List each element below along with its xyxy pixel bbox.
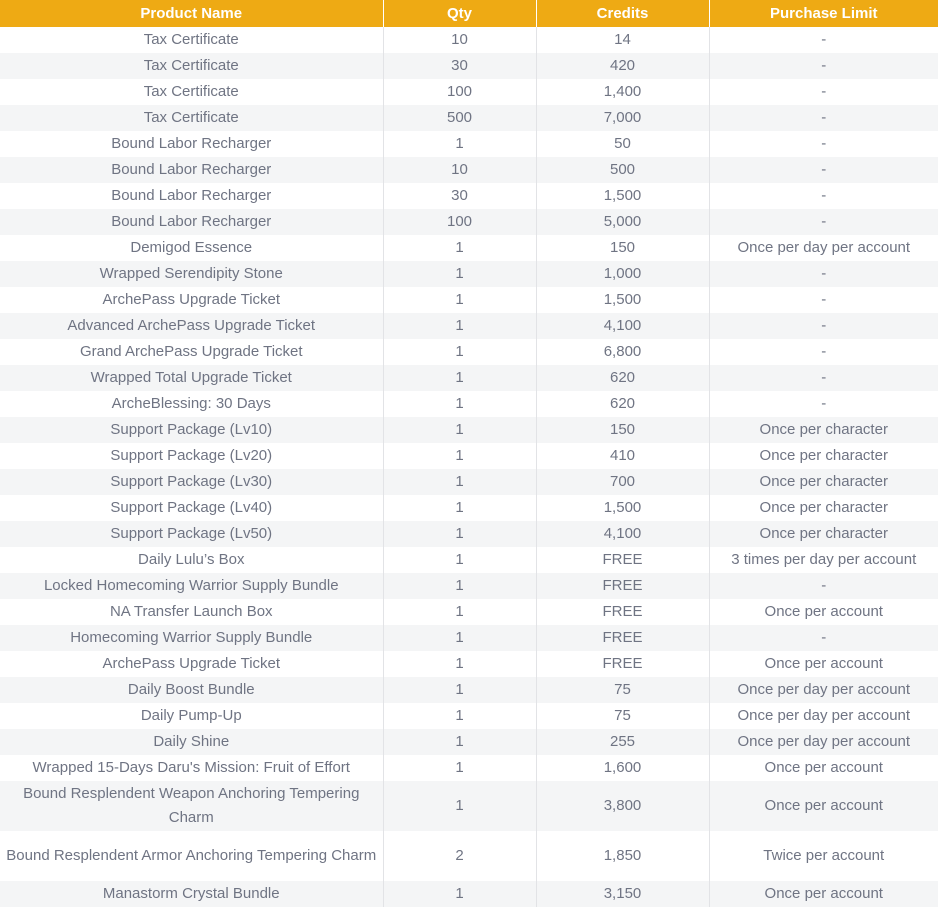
purchase-limit-cell: - bbox=[709, 105, 938, 131]
qty-cell: 1 bbox=[383, 573, 536, 599]
product-name-cell: Bound Resplendent Armor Anchoring Tempering Charm bbox=[0, 831, 383, 881]
product-name-cell: Wrapped 15-Days Daru's Mission: Fruit of Effort bbox=[0, 755, 383, 781]
header-row bbox=[0, 0, 938, 27]
qty-cell: 2 bbox=[383, 831, 536, 881]
credits-cell: 75 bbox=[536, 677, 709, 703]
credits-cell: 3,150 bbox=[536, 881, 709, 907]
credits-cell: 500 bbox=[536, 157, 709, 183]
table-row bbox=[0, 495, 938, 521]
purchase-limit-cell: Once per account bbox=[709, 781, 938, 831]
qty-cell: 1 bbox=[383, 261, 536, 287]
purchase-limit-cell: Once per character bbox=[709, 521, 938, 547]
product-name-cell: Wrapped Total Upgrade Ticket bbox=[0, 365, 383, 391]
product-name-cell: ArchePass Upgrade Ticket bbox=[0, 287, 383, 313]
purchase-limit-cell: Once per day per account bbox=[709, 703, 938, 729]
credits-cell: 1,500 bbox=[536, 183, 709, 209]
purchase-limit-cell: - bbox=[709, 183, 938, 209]
purchase-limit-cell: - bbox=[709, 339, 938, 365]
column-header-purchase-limit: Purchase Limit bbox=[709, 0, 938, 27]
product-name-cell: Grand ArchePass Upgrade Ticket bbox=[0, 339, 383, 365]
qty-cell: 1 bbox=[383, 521, 536, 547]
table-row bbox=[0, 339, 938, 365]
table-row bbox=[0, 313, 938, 339]
table-row bbox=[0, 755, 938, 781]
qty-cell: 10 bbox=[383, 27, 536, 53]
table-row bbox=[0, 881, 938, 907]
credits-cell: 410 bbox=[536, 443, 709, 469]
product-name-cell: Daily Lulu’s Box bbox=[0, 547, 383, 573]
purchase-limit-cell: - bbox=[709, 79, 938, 105]
purchase-limit-cell: - bbox=[709, 287, 938, 313]
qty-cell: 100 bbox=[383, 209, 536, 235]
product-name-cell: NA Transfer Launch Box bbox=[0, 599, 383, 625]
qty-cell: 1 bbox=[383, 287, 536, 313]
table-row bbox=[0, 417, 938, 443]
qty-cell: 1 bbox=[383, 443, 536, 469]
table-header bbox=[0, 0, 938, 27]
purchase-limit-cell: Once per account bbox=[709, 651, 938, 677]
table-row bbox=[0, 27, 938, 53]
qty-cell: 1 bbox=[383, 881, 536, 907]
table-row bbox=[0, 131, 938, 157]
credits-cell: 1,500 bbox=[536, 287, 709, 313]
qty-cell: 1 bbox=[383, 599, 536, 625]
product-name-cell: Support Package (Lv40) bbox=[0, 495, 383, 521]
table-row bbox=[0, 53, 938, 79]
purchase-limit-cell: Once per day per account bbox=[709, 677, 938, 703]
product-name-cell: Daily Shine bbox=[0, 729, 383, 755]
product-name-cell: Locked Homecoming Warrior Supply Bundle bbox=[0, 573, 383, 599]
table-row bbox=[0, 157, 938, 183]
qty-cell: 1 bbox=[383, 495, 536, 521]
table-row bbox=[0, 235, 938, 261]
table-row bbox=[0, 209, 938, 235]
qty-cell: 1 bbox=[383, 391, 536, 417]
credits-cell: 1,000 bbox=[536, 261, 709, 287]
credits-cell: 420 bbox=[536, 53, 709, 79]
qty-cell: 30 bbox=[383, 53, 536, 79]
product-name-cell: Tax Certificate bbox=[0, 27, 383, 53]
credits-cell: 1,500 bbox=[536, 495, 709, 521]
purchase-limit-cell: Once per day per account bbox=[709, 729, 938, 755]
table-row bbox=[0, 79, 938, 105]
table-row bbox=[0, 781, 938, 831]
table-row bbox=[0, 521, 938, 547]
product-name-cell: Manastorm Crystal Bundle bbox=[0, 881, 383, 907]
table-row bbox=[0, 703, 938, 729]
product-name-cell: Bound Labor Recharger bbox=[0, 131, 383, 157]
product-name-cell: Bound Labor Recharger bbox=[0, 157, 383, 183]
product-name-cell: Tax Certificate bbox=[0, 105, 383, 131]
table-row bbox=[0, 625, 938, 651]
product-name-cell: Homecoming Warrior Supply Bundle bbox=[0, 625, 383, 651]
qty-cell: 1 bbox=[383, 131, 536, 157]
qty-cell: 1 bbox=[383, 339, 536, 365]
column-header-product-name: Product Name bbox=[0, 0, 383, 27]
qty-cell: 1 bbox=[383, 755, 536, 781]
product-name-cell: Tax Certificate bbox=[0, 53, 383, 79]
table-row bbox=[0, 287, 938, 313]
product-name-cell: Bound Labor Recharger bbox=[0, 209, 383, 235]
credits-cell: 5,000 bbox=[536, 209, 709, 235]
table-row bbox=[0, 547, 938, 573]
credits-cell: 1,850 bbox=[536, 831, 709, 881]
purchase-limit-cell: Once per account bbox=[709, 881, 938, 907]
credits-cell: 6,800 bbox=[536, 339, 709, 365]
table-row bbox=[0, 105, 938, 131]
table-row bbox=[0, 677, 938, 703]
product-name-cell: Wrapped Serendipity Stone bbox=[0, 261, 383, 287]
qty-cell: 1 bbox=[383, 417, 536, 443]
credits-cell: 150 bbox=[536, 417, 709, 443]
product-name-cell: Bound Labor Recharger bbox=[0, 183, 383, 209]
qty-cell: 1 bbox=[383, 729, 536, 755]
table-body bbox=[0, 27, 938, 907]
product-name-cell: Support Package (Lv20) bbox=[0, 443, 383, 469]
table-row bbox=[0, 365, 938, 391]
qty-cell: 1 bbox=[383, 365, 536, 391]
credits-cell: 255 bbox=[536, 729, 709, 755]
product-name-cell: Advanced ArchePass Upgrade Ticket bbox=[0, 313, 383, 339]
qty-cell: 1 bbox=[383, 677, 536, 703]
table-row bbox=[0, 391, 938, 417]
credits-cell: 75 bbox=[536, 703, 709, 729]
qty-cell: 1 bbox=[383, 547, 536, 573]
purchase-limit-cell: - bbox=[709, 209, 938, 235]
purchase-limit-cell: - bbox=[709, 27, 938, 53]
column-header-qty: Qty bbox=[383, 0, 536, 27]
purchase-limit-cell: Once per account bbox=[709, 599, 938, 625]
purchase-limit-cell: Once per account bbox=[709, 755, 938, 781]
qty-cell: 10 bbox=[383, 157, 536, 183]
purchase-limit-cell: Once per character bbox=[709, 469, 938, 495]
purchase-limit-cell: 3 times per day per account bbox=[709, 547, 938, 573]
qty-cell: 30 bbox=[383, 183, 536, 209]
credits-cell: 700 bbox=[536, 469, 709, 495]
purchase-limit-cell: - bbox=[709, 131, 938, 157]
purchase-limit-cell: Once per character bbox=[709, 443, 938, 469]
credits-cell: 14 bbox=[536, 27, 709, 53]
credits-cell: 4,100 bbox=[536, 521, 709, 547]
credits-cell: 50 bbox=[536, 131, 709, 157]
credits-cell: FREE bbox=[536, 573, 709, 599]
table-row bbox=[0, 729, 938, 755]
credits-cell: FREE bbox=[536, 651, 709, 677]
purchase-limit-cell: Once per character bbox=[709, 495, 938, 521]
credits-cell: 1,600 bbox=[536, 755, 709, 781]
purchase-limit-cell: Once per character bbox=[709, 417, 938, 443]
table-row bbox=[0, 261, 938, 287]
purchase-limit-cell: - bbox=[709, 261, 938, 287]
qty-cell: 100 bbox=[383, 79, 536, 105]
qty-cell: 1 bbox=[383, 703, 536, 729]
credits-cell: 620 bbox=[536, 391, 709, 417]
purchase-limit-cell: - bbox=[709, 53, 938, 79]
table-row bbox=[0, 469, 938, 495]
qty-cell: 1 bbox=[383, 625, 536, 651]
table-row bbox=[0, 443, 938, 469]
column-header-credits: Credits bbox=[536, 0, 709, 27]
table-row bbox=[0, 651, 938, 677]
purchase-limit-cell: - bbox=[709, 625, 938, 651]
purchase-limit-cell: Once per day per account bbox=[709, 235, 938, 261]
credits-cell: 620 bbox=[536, 365, 709, 391]
table-row bbox=[0, 573, 938, 599]
product-name-cell: Bound Resplendent Weapon Anchoring Tempering Charm bbox=[0, 781, 383, 831]
credits-cell: 1,400 bbox=[536, 79, 709, 105]
product-name-cell: ArchePass Upgrade Ticket bbox=[0, 651, 383, 677]
product-name-cell: ArcheBlessing: 30 Days bbox=[0, 391, 383, 417]
qty-cell: 1 bbox=[383, 313, 536, 339]
credits-cell: 3,800 bbox=[536, 781, 709, 831]
product-name-cell: Support Package (Lv10) bbox=[0, 417, 383, 443]
credits-cell: 4,100 bbox=[536, 313, 709, 339]
product-name-cell: Demigod Essence bbox=[0, 235, 383, 261]
product-name-cell: Support Package (Lv50) bbox=[0, 521, 383, 547]
product-name-cell: Daily Pump-Up bbox=[0, 703, 383, 729]
table-row bbox=[0, 183, 938, 209]
table-row bbox=[0, 599, 938, 625]
purchase-limit-cell: - bbox=[709, 573, 938, 599]
purchase-limit-cell: - bbox=[709, 391, 938, 417]
credits-cell: 7,000 bbox=[536, 105, 709, 131]
product-name-cell: Tax Certificate bbox=[0, 79, 383, 105]
purchase-limit-cell: - bbox=[709, 313, 938, 339]
product-name-cell: Support Package (Lv30) bbox=[0, 469, 383, 495]
table-row bbox=[0, 831, 938, 881]
purchase-limit-cell: Twice per account bbox=[709, 831, 938, 881]
credits-cell: FREE bbox=[536, 625, 709, 651]
credits-cell: FREE bbox=[536, 599, 709, 625]
qty-cell: 500 bbox=[383, 105, 536, 131]
credits-cell: FREE bbox=[536, 547, 709, 573]
purchase-limit-cell: - bbox=[709, 365, 938, 391]
product-name-cell: Daily Boost Bundle bbox=[0, 677, 383, 703]
credits-cell: 150 bbox=[536, 235, 709, 261]
purchase-limit-cell: - bbox=[709, 157, 938, 183]
qty-cell: 1 bbox=[383, 781, 536, 831]
qty-cell: 1 bbox=[383, 651, 536, 677]
qty-cell: 1 bbox=[383, 235, 536, 261]
qty-cell: 1 bbox=[383, 469, 536, 495]
